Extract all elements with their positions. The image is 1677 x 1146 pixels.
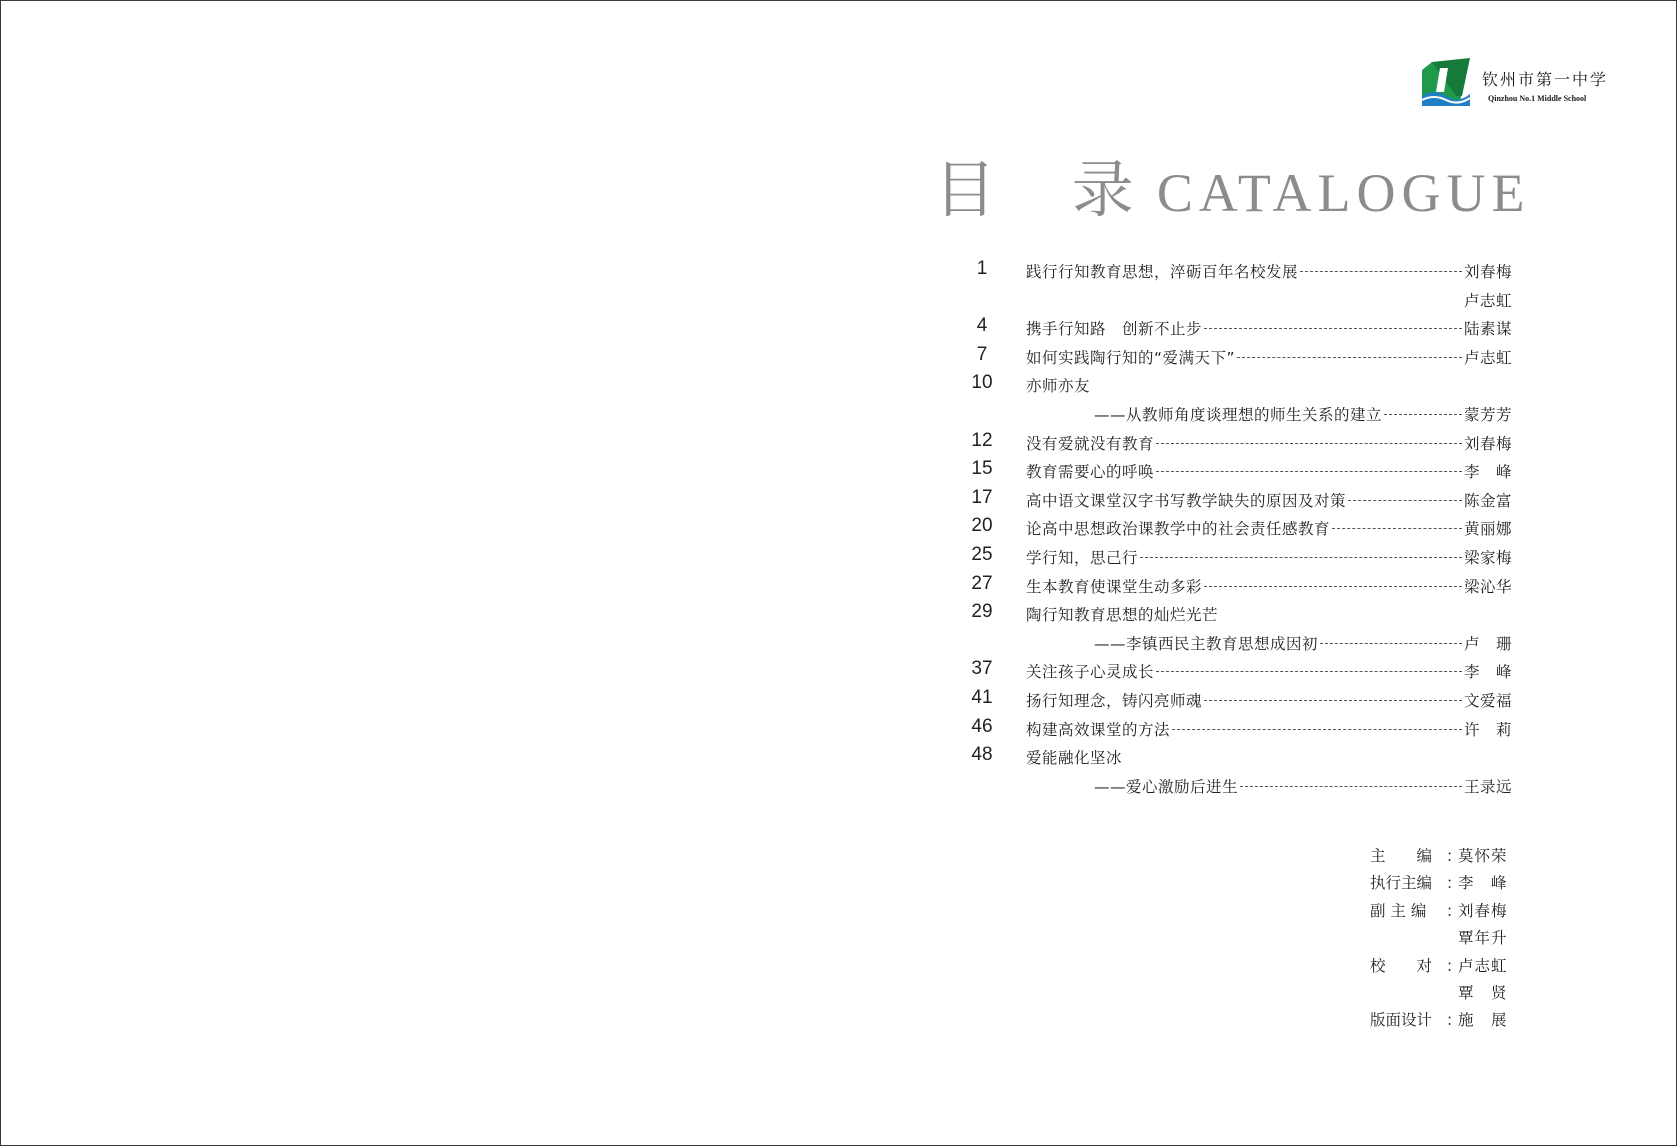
toc-leader-dots xyxy=(1156,471,1462,472)
toc-author: 卢志虹 xyxy=(1463,348,1512,367)
toc-title: 如何实践陶行知的“爱满天下” xyxy=(1026,348,1236,367)
toc-author: 许 莉 xyxy=(1463,720,1512,739)
toc-entry xyxy=(1026,744,1512,772)
toc-page-number: 4 xyxy=(976,315,988,337)
school-logo xyxy=(1418,56,1609,108)
credit-row xyxy=(1370,870,1515,897)
toc-page-number: 27 xyxy=(971,572,993,594)
toc-leader-dots xyxy=(1156,671,1462,672)
catalogue-heading xyxy=(934,140,1531,226)
toc-title: 教育需要心的呼唤 xyxy=(1026,463,1155,482)
toc-row xyxy=(960,773,1512,802)
credit-colon: ： xyxy=(1446,1011,1462,1030)
toc-page-number: 1 xyxy=(976,258,988,279)
credit-name: 李 峰 xyxy=(1458,874,1508,893)
credit-colon: ： xyxy=(1446,847,1462,865)
toc-row xyxy=(960,315,1512,344)
heading-en: CATALOGUE xyxy=(1156,163,1531,223)
credit-colon: ： xyxy=(1446,901,1462,920)
toc-row xyxy=(960,515,1512,544)
credit-role: 副 主 编 xyxy=(1370,901,1427,920)
toc-entry xyxy=(1094,401,1512,429)
toc-row xyxy=(960,401,1512,430)
toc-page-number: 12 xyxy=(971,429,993,451)
heading-cn: 目 录 xyxy=(934,153,1162,226)
toc-leader-dots xyxy=(1384,414,1462,415)
toc-row xyxy=(960,287,1512,316)
toc-title: 关注孩子心灵成长 xyxy=(1026,663,1155,682)
toc-title: 高中语文课堂汉字书写教学缺失的原因及对策 xyxy=(1026,491,1347,510)
toc-author: 王录远 xyxy=(1463,777,1512,796)
toc-title: 学行知，思己行 xyxy=(1026,548,1139,567)
toc-row xyxy=(960,687,1512,716)
toc-leader-dots xyxy=(1172,729,1462,730)
toc-subtitle: ——从教师角度谈理想的师生关系的建立 xyxy=(1094,405,1383,424)
toc-entry xyxy=(1026,344,1512,372)
credit-row xyxy=(1370,980,1515,1007)
toc-title: 扬行知理念，铸闪亮师魂 xyxy=(1026,691,1203,710)
toc-entry xyxy=(1094,630,1512,658)
editorial-credits xyxy=(1370,843,1515,1035)
toc-leader-dots xyxy=(1332,528,1462,529)
toc-title: 践行行知教育思想，淬砺百年名校发展 xyxy=(1026,263,1299,281)
toc-entry xyxy=(1026,687,1512,715)
credit-role: 版面设计 xyxy=(1370,1011,1433,1030)
toc-entry xyxy=(1026,258,1512,286)
toc-author: 李 峰 xyxy=(1463,663,1512,682)
toc-author: 李 峰 xyxy=(1463,463,1512,482)
toc-entry xyxy=(1026,372,1512,400)
school-emblem-icon xyxy=(1418,56,1474,106)
credit-name: 刘春梅 xyxy=(1458,901,1508,920)
school-name-cn: 钦州市第一中学 xyxy=(1482,70,1609,89)
toc-page-number: 37 xyxy=(971,658,993,680)
toc-page-number: 41 xyxy=(971,686,993,708)
table-of-contents xyxy=(960,258,1512,801)
toc-leader-dots xyxy=(1156,443,1462,444)
toc-entry xyxy=(1026,315,1512,343)
toc-leader-dots xyxy=(1204,586,1462,587)
toc-row xyxy=(960,658,1512,687)
toc-author: 黄丽娜 xyxy=(1463,520,1512,539)
credit-colon: ： xyxy=(1446,956,1462,975)
credit-colon: ： xyxy=(1446,874,1462,893)
toc-leader-dots xyxy=(1300,271,1462,272)
toc-author: 卢 珊 xyxy=(1463,634,1512,653)
school-name-en: Qinzhou No.1 Middle School xyxy=(1488,94,1587,103)
toc-leader-dots xyxy=(1348,500,1462,501)
toc-title: 构建高效课堂的方法 xyxy=(1026,720,1171,739)
credit-row xyxy=(1370,925,1515,952)
toc-leader-dots xyxy=(1204,700,1462,701)
toc-author: 梁沁华 xyxy=(1463,577,1512,596)
credit-row xyxy=(1370,898,1515,925)
toc-row xyxy=(960,716,1512,745)
toc-author: 陈金富 xyxy=(1463,491,1512,510)
toc-page-number: 48 xyxy=(971,744,993,766)
toc-leader-dots xyxy=(1237,357,1462,358)
toc-page-number: 25 xyxy=(971,543,993,565)
credit-role: 主 编 xyxy=(1370,847,1433,865)
toc-row xyxy=(960,372,1512,401)
toc-row xyxy=(960,458,1512,487)
credit-role: 执行主编 xyxy=(1370,874,1433,893)
toc-page-number: 7 xyxy=(976,343,988,365)
toc-row xyxy=(960,544,1512,573)
toc-entry xyxy=(1026,487,1512,515)
toc-title: 陶行知教育思想的灿烂光芒 xyxy=(1026,606,1219,625)
toc-row xyxy=(960,487,1512,516)
toc-author: 刘春梅 xyxy=(1463,263,1512,281)
toc-entry xyxy=(1094,773,1512,801)
toc-title: 生本教育使课堂生动多彩 xyxy=(1026,577,1203,596)
toc-row xyxy=(960,258,1512,287)
toc-leader-dots xyxy=(1240,786,1462,787)
toc-page-number: 17 xyxy=(971,486,993,508)
credit-name: 施 展 xyxy=(1458,1011,1508,1030)
toc-author: 刘春梅 xyxy=(1463,434,1512,453)
toc-title: 携手行知路 创新不止步 xyxy=(1026,320,1203,339)
toc-row xyxy=(960,601,1512,630)
toc-page-number: 10 xyxy=(971,372,993,394)
toc-subtitle: ——李镇西民主教育思想成因初 xyxy=(1094,634,1319,653)
toc-entry xyxy=(1026,601,1512,629)
toc-row xyxy=(960,573,1512,602)
toc-title: 没有爱就没有教育 xyxy=(1026,434,1155,453)
credit-name: 莫怀荣 xyxy=(1458,847,1508,865)
toc-leader-dots xyxy=(1320,643,1462,644)
toc-entry xyxy=(1026,658,1512,686)
toc-page-number: 29 xyxy=(971,601,993,623)
toc-row xyxy=(960,630,1512,659)
toc-row xyxy=(960,430,1512,459)
toc-row xyxy=(960,344,1512,373)
credit-name: 覃 贤 xyxy=(1458,983,1508,1002)
toc-entry xyxy=(1026,544,1512,572)
toc-entry xyxy=(1026,458,1512,486)
toc-author: 陆素谋 xyxy=(1463,320,1512,339)
toc-author: 文爱福 xyxy=(1463,691,1512,710)
toc-leader-dots xyxy=(1140,557,1462,558)
toc-entry xyxy=(1026,716,1512,744)
toc-subtitle: ——爱心激励后进生 xyxy=(1094,777,1239,796)
credit-role: 校 对 xyxy=(1370,956,1433,975)
toc-entry xyxy=(1026,515,1512,543)
toc-title: 爱能融化坚冰 xyxy=(1026,749,1123,768)
credit-row xyxy=(1370,843,1515,870)
toc-page-number: 20 xyxy=(971,515,993,537)
toc-author: 卢志虹 xyxy=(1463,291,1512,310)
toc-title: 亦师亦友 xyxy=(1026,377,1091,396)
toc-entry xyxy=(1026,430,1512,458)
toc-page-number: 15 xyxy=(971,458,993,480)
credit-row xyxy=(1370,953,1515,980)
credit-name: 覃年升 xyxy=(1458,929,1508,948)
toc-page-number: 46 xyxy=(971,715,993,737)
toc-row xyxy=(960,744,1512,773)
toc-author: 梁家梅 xyxy=(1463,548,1512,567)
toc-leader-dots xyxy=(1204,328,1462,329)
toc-entry xyxy=(1026,573,1512,601)
credit-row xyxy=(1370,1007,1515,1034)
toc-author: 蒙芳芳 xyxy=(1463,405,1512,424)
credit-name: 卢志虹 xyxy=(1458,956,1508,975)
toc-title: 论高中思想政治课教学中的社会责任感教育 xyxy=(1026,520,1331,539)
